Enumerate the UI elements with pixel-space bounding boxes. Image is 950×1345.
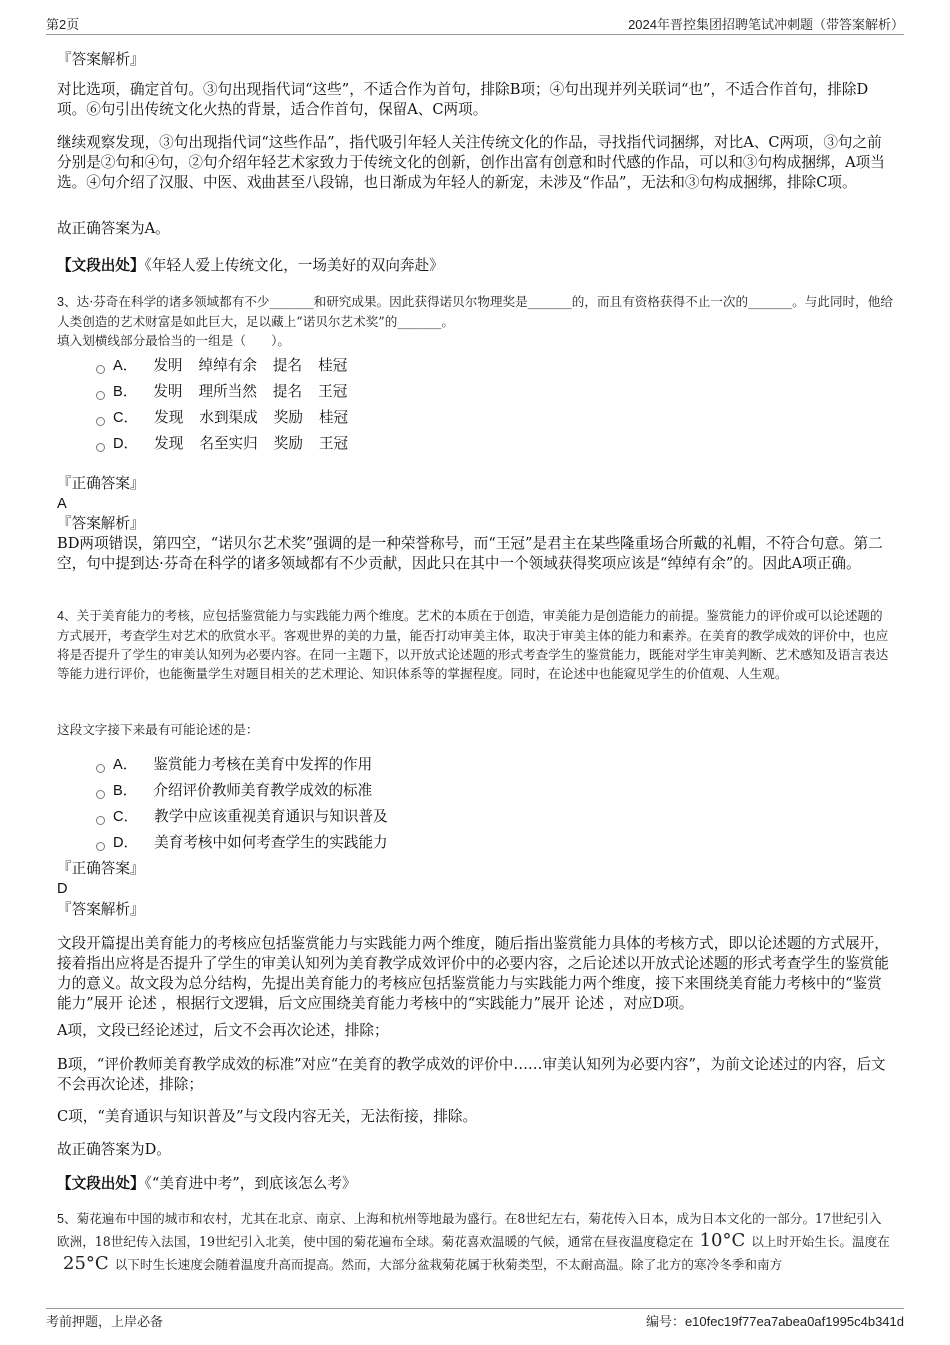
q3-option-a[interactable]: A． 发明 绰绰有余 提名 桂冠	[96, 353, 348, 379]
q3-option-d[interactable]: D． 发现 名至实归 奖励 王冠	[96, 431, 348, 457]
q3-answer: A	[57, 496, 67, 512]
q3-options	[96, 353, 348, 457]
q4-option-b[interactable]: B． 介绍评价教师美育教学成效的标准	[96, 778, 388, 804]
q5-temp-10c: 10°C	[699, 1230, 746, 1251]
q5-text-part1: 菊花遍布中国的城市和农村，尤其在北京、南京、上海和杭州等地最为盛行。在8世纪左右，菊花传入日本，成为日本文化的一部分。17世纪引入欧洲，18世纪传入法国，19世纪引入北美，使中国的菊花遍布全球。菊花喜欢温暖的气候，通常在昼夜温度稳定在	[57, 1211, 882, 1249]
radio-icon[interactable]	[96, 417, 105, 426]
q2-source	[57, 256, 893, 276]
q3-prompt: 填入划横线部分最恰当的一组是（ ）。	[57, 333, 290, 348]
q4-option-d[interactable]: D． 美育考核中如何考查学生的实践能力	[96, 830, 388, 856]
page-footer	[46, 1311, 904, 1329]
header-divider	[46, 34, 904, 35]
q2-conclusion: 故正确答案为A。	[57, 220, 170, 237]
q4-source	[57, 1174, 893, 1194]
q3-option-c[interactable]: C． 发现 水到渠成 奖励 桂冠	[96, 405, 348, 431]
q4-analysis-para3: B项，“评价教师美育教学成效的标准”对应“在美育的教学成效的评价中……审美认知列为必要内容”，为前文论述过的内容，后文不会再次论述，排除；	[57, 1056, 886, 1093]
q2-analysis-label: 『答案解析』	[57, 51, 145, 68]
q5-text-part3: 以下时生长速度会随着温度升高而提高。然而，大部分盆栽菊花属于秋菊类型，不太耐高温。除了北方的寒冷冬季和南方	[114, 1257, 783, 1272]
q5-stem	[57, 1208, 893, 1276]
q4-stem	[57, 606, 893, 683]
document-id: 编号：e10fec19f77ea7abea0af1995c4b341d	[645, 1314, 904, 1329]
q2-analysis-para2: 继续观察发现，③句出现指代词“这些作品”，指代吸引年轻人关注传统文化的作品，寻找指代词捆绑，对比A、C两项，③句之前分别是②句和④句，②句介绍年轻艺术家致力于传统文化的创新，创作出富有创意和时代感的作品，可以和③句构成捆绑，A项当选。④句介绍了汉服、中医、戏曲甚至八段锦，也日渐成为年轻人的新宠，未涉及“作品”，无法和③句构成捆绑，排除C项。	[57, 134, 885, 191]
q3-stem-text: 达·芬奇在科学的诸多领域都有不少_______和研究成果。因此获得诺贝尔物理奖是_______的，而且有资格获得不止一次的_______。与此同时，他给人类创造的艺术财富是如此巨大，足以藏上“诺贝尔艺术奖”的_______。	[57, 294, 893, 329]
q4-option-c[interactable]: C． 教学中应该重视美育通识与知识普及	[96, 804, 388, 830]
radio-icon[interactable]	[96, 443, 105, 452]
q5-text-part2: 以上时开始生长。温度在	[751, 1234, 890, 1249]
radio-icon[interactable]	[96, 764, 105, 773]
footer-divider	[46, 1308, 904, 1309]
q4-option-a[interactable]: A． 鉴赏能力考核在美育中发挥的作用	[96, 752, 388, 778]
q4-source-text: 《“美育进中考”，到底该怎么考》	[144, 1175, 357, 1192]
footer-slogan: 考前押题，上岸必备	[46, 1314, 164, 1329]
radio-icon[interactable]	[96, 842, 105, 851]
radio-icon[interactable]	[96, 790, 105, 799]
q4-analysis-para1: 文段开篇提出美育能力的考核应包括鉴赏能力与实践能力两个维度，随后指出鉴赏能力具体的考核方式，即以论述题的方式展开，接着指出应将是否提升了学生的审美认知列为美育教学成效评价中的必要内容，之后论述以开放式论述题的形式考查学生的鉴赏能力的意义。故文段为总分结构，先提出美育能力的考核应包括鉴赏能力与实践能力两个维度，接下来围绕美育能力考核中的“鉴赏能力”展开 论述 ，根据行文逻辑，后文应围绕美育能力考核中的“实践能力”展开 论述 ，对应D项。	[57, 935, 889, 1012]
q4-analysis-para4: C项，“美育通识与知识普及”与文段内容无关，无法衔接，排除。	[57, 1108, 478, 1125]
q4-analysis-para2: A项，文段已经论述过，后文不会再次论述，排除；	[57, 1022, 389, 1039]
q3-analysis-label: 『答案解析』	[57, 515, 145, 532]
q4-stem-text: 关于美育能力的考核，应包括鉴赏能力与实践能力两个维度。艺术的本质在于创造，审美能力是创造能力的前提。鉴赏能力的评价或可以论述题的方式展开，考查学生对艺术的欣赏水平。客观世界的美的力量，能否打动审美主体，取决于审美主体的能力和素养。在美育的教学成效的评价中，也应将是否提升了学生的审美认知列为必要内容。在同一主题下，以开放式论述题的形式考查学生的鉴赏能力，既能对学生审美判断、艺术感知及语言表达等能力进行评价，也能衡量学生对题目相关的艺术理论、知识体系等的掌握程度。同时，在论述中也能窥见学生的价值观、人生观。	[57, 608, 889, 681]
q5-temp-25c: 25°C	[63, 1253, 109, 1274]
q4-conclusion: 故正确答案为D。	[57, 1141, 171, 1158]
page-header	[46, 14, 904, 32]
radio-icon[interactable]	[96, 365, 105, 374]
radio-icon[interactable]	[96, 816, 105, 825]
document-title: 2024年晋控集团招聘笔试冲刺题（带答案解析）	[628, 17, 904, 32]
q3-number: 3、	[57, 295, 77, 309]
q3-analysis: BD两项错误，第四空，“诺贝尔艺术奖”强调的是一种荣誉称号，而“王冠”是君主在某些隆重场合所戴的礼帽，不符合句意。第二空，句中提到达·芬奇在科学的诸多领域都有不少贡献，因此只在其中一个领域获得奖项应该是“绰绰有余”的。因此A项正确。	[57, 535, 883, 572]
q4-answer-label: 『正确答案』	[57, 860, 145, 877]
q3-stem	[57, 292, 893, 331]
q3-option-b[interactable]: B． 发明 理所当然 提名 王冠	[96, 379, 348, 405]
q5-number: 5、	[57, 1212, 77, 1226]
q4-source-label: 【文段出处】	[57, 1175, 145, 1192]
q4-options	[96, 752, 388, 856]
q3-answer-label: 『正确答案』	[57, 475, 145, 492]
q2-analysis-para1: 对比选项，确定首句。③句出现指代词“这些”，不适合作为首句，排除B项；④句出现并列关联词“也”，不适合作首句，排除D项。⑥句引出传统文化火热的背景，适合作首句，保留A、C两项。	[57, 81, 869, 118]
q4-analysis-label: 『答案解析』	[57, 901, 145, 918]
q4-prompt: 这段文字接下来最有可能论述的是：	[57, 722, 259, 737]
q2-source-label: 【文段出处】	[57, 257, 145, 274]
radio-icon[interactable]	[96, 391, 105, 400]
q4-answer: D	[57, 881, 68, 897]
q4-number: 4、	[57, 609, 77, 623]
q2-source-text: 《年轻人爱上传统文化，一场美好的双向奔赴》	[144, 257, 444, 274]
page-number: 第2页	[46, 17, 80, 32]
